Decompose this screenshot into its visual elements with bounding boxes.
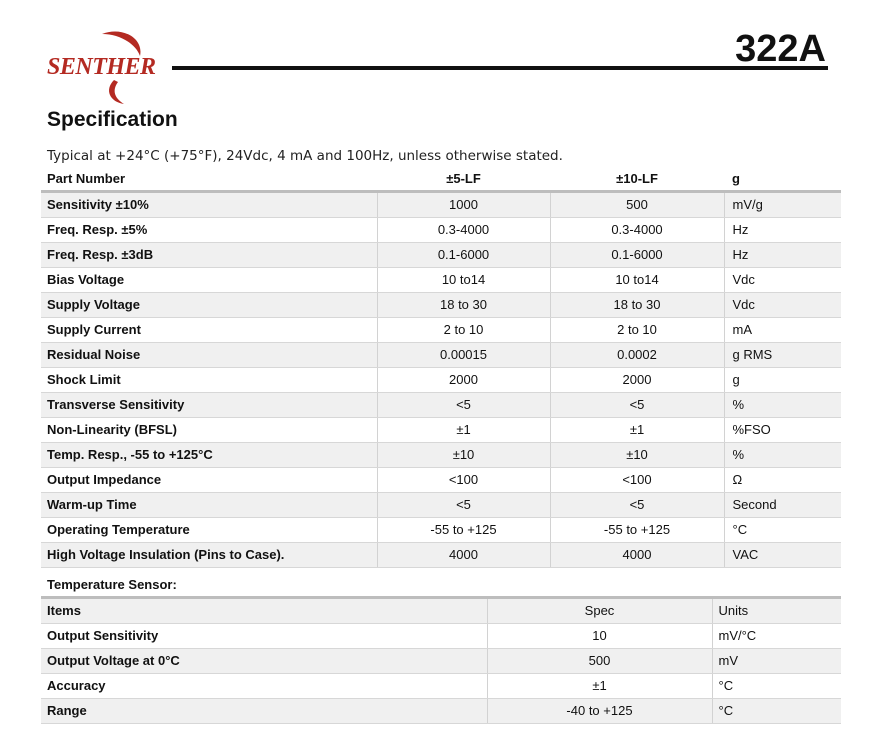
- cell-value: 2 to 10: [377, 318, 550, 343]
- temperature-sensor-title: Temperature Sensor:: [47, 577, 177, 592]
- column-header: Units: [712, 598, 841, 624]
- cell-value: <100: [550, 468, 724, 493]
- cell-value: 0.1-6000: [550, 243, 724, 268]
- cell-unit: VAC: [724, 543, 841, 568]
- cell-unit: Hz: [724, 243, 841, 268]
- cell-value: -55 to +125: [550, 518, 724, 543]
- table-row: [41, 674, 841, 699]
- brand-name: SENTHER: [47, 54, 156, 80]
- table-row: [41, 543, 841, 568]
- row-label: Output Sensitivity: [41, 624, 487, 649]
- table-row: [41, 218, 841, 243]
- row-label: Freq. Resp. ±5%: [41, 218, 377, 243]
- cell-value: ±1: [377, 418, 550, 443]
- cell-value: 0.0002: [550, 343, 724, 368]
- cell-unit: °C: [724, 518, 841, 543]
- cell-value: 2000: [377, 368, 550, 393]
- temp-header-row: [41, 598, 841, 624]
- table-row: [41, 493, 841, 518]
- cell-value: 4000: [377, 543, 550, 568]
- cell-value: 10 to14: [550, 268, 724, 293]
- row-label: Supply Voltage: [41, 293, 377, 318]
- table-row: [41, 192, 841, 218]
- cell-value: -55 to +125: [377, 518, 550, 543]
- cell-unit: g: [724, 368, 841, 393]
- cell-value: 2 to 10: [550, 318, 724, 343]
- row-label: Output Impedance: [41, 468, 377, 493]
- row-label: Accuracy: [41, 674, 487, 699]
- cell-value: ±10: [377, 443, 550, 468]
- page-title: Specification: [47, 108, 178, 131]
- cell-unit: Second: [724, 493, 841, 518]
- cell-value: 10 to14: [377, 268, 550, 293]
- cell-unit: Vdc: [724, 268, 841, 293]
- cell-value: 10: [487, 624, 712, 649]
- cell-value: ±10: [550, 443, 724, 468]
- row-label: Transverse Sensitivity: [41, 393, 377, 418]
- cell-unit: %: [724, 393, 841, 418]
- cell-value: 500: [487, 649, 712, 674]
- row-label: Operating Temperature: [41, 518, 377, 543]
- cell-value: 2000: [550, 368, 724, 393]
- table-row: [41, 624, 841, 649]
- cell-value: 0.00015: [377, 343, 550, 368]
- cell-unit: Ω: [724, 468, 841, 493]
- row-label: Output Voltage at 0°C: [41, 649, 487, 674]
- temperature-sensor-table: [41, 596, 841, 724]
- cell-unit: Vdc: [724, 293, 841, 318]
- row-label: Bias Voltage: [41, 268, 377, 293]
- table-row: [41, 343, 841, 368]
- cell-value: <5: [550, 493, 724, 518]
- cell-unit: mV/°C: [712, 624, 841, 649]
- column-header: Part Number: [47, 171, 126, 186]
- table-row: [41, 443, 841, 468]
- column-header: ±10-LF: [616, 171, 658, 186]
- column-header: Spec: [487, 598, 712, 624]
- table-row: [41, 468, 841, 493]
- table-row: [41, 318, 841, 343]
- row-label: Shock Limit: [41, 368, 377, 393]
- cell-unit: %: [724, 443, 841, 468]
- senther-logo: [44, 28, 174, 106]
- cell-unit: mV/g: [724, 192, 841, 218]
- column-header: ±5-LF: [446, 171, 481, 186]
- row-label: Sensitivity ±10%: [41, 192, 377, 218]
- spec-header-row: [41, 168, 841, 192]
- table-row: [41, 268, 841, 293]
- cell-value: ±1: [550, 418, 724, 443]
- cell-unit: Hz: [724, 218, 841, 243]
- table-row: [41, 699, 841, 724]
- row-label: Freq. Resp. ±3dB: [41, 243, 377, 268]
- row-label: Residual Noise: [41, 343, 377, 368]
- cell-value: 18 to 30: [550, 293, 724, 318]
- row-label: Warm-up Time: [41, 493, 377, 518]
- row-label: Non-Linearity (BFSL): [41, 418, 377, 443]
- cell-value: 1000: [377, 192, 550, 218]
- cell-value: <5: [377, 393, 550, 418]
- cell-value: 4000: [550, 543, 724, 568]
- cell-value: 0.3-4000: [377, 218, 550, 243]
- cell-unit: °C: [712, 699, 841, 724]
- cell-value: 0.3-4000: [550, 218, 724, 243]
- cell-value: 500: [550, 192, 724, 218]
- cell-value: 18 to 30: [377, 293, 550, 318]
- specification-table: [41, 168, 841, 568]
- column-header: g: [732, 171, 740, 186]
- table-row: [41, 393, 841, 418]
- table-row: [41, 649, 841, 674]
- row-label: High Voltage Insulation (Pins to Case).: [41, 543, 377, 568]
- cell-value: <5: [550, 393, 724, 418]
- row-label: Supply Current: [41, 318, 377, 343]
- cell-unit: g RMS: [724, 343, 841, 368]
- table-row: [41, 518, 841, 543]
- cell-value: ±1: [487, 674, 712, 699]
- header-rule: [172, 66, 828, 70]
- cell-unit: °C: [712, 674, 841, 699]
- model-number: 322A: [735, 28, 826, 70]
- column-header: Items: [41, 598, 487, 624]
- typical-conditions: Typical at +24°C (+75°F), 24Vdc, 4 mA and 100Hz, unless otherwise stated.: [47, 148, 563, 164]
- cell-value: <100: [377, 468, 550, 493]
- table-row: [41, 243, 841, 268]
- row-label: Range: [41, 699, 487, 724]
- cell-value: <5: [377, 493, 550, 518]
- table-row: [41, 368, 841, 393]
- cell-unit: %FSO: [724, 418, 841, 443]
- row-label: Temp. Resp., -55 to +125°C: [41, 443, 377, 468]
- cell-value: -40 to +125: [487, 699, 712, 724]
- table-row: [41, 418, 841, 443]
- cell-value: 0.1-6000: [377, 243, 550, 268]
- cell-unit: mV: [712, 649, 841, 674]
- table-row: [41, 293, 841, 318]
- cell-unit: mA: [724, 318, 841, 343]
